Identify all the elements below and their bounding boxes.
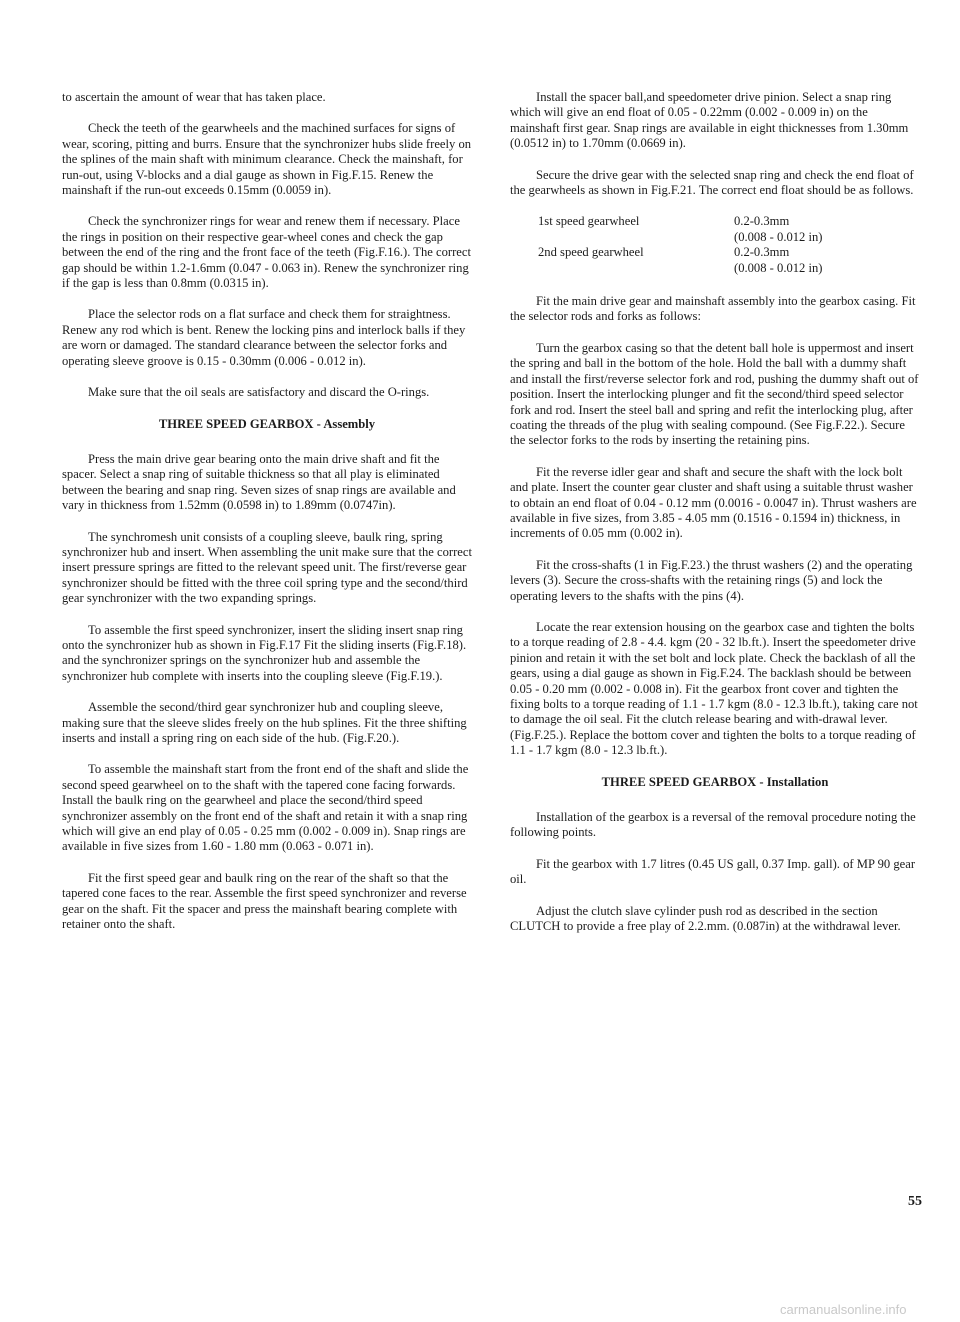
section-heading: THREE SPEED GEARBOX - Installation <box>601 774 829 789</box>
paragraph: Check the synchronizer rings for wear and renew them if necessary. Place the rings in position on their respective gear-wheel cones and check the gap between the end of the ring and the front face of the teeth (Fig.F.16.). The correct gap should be within 1.2-1.6mm (0.047 - 0.063 in). Renew the synchronizer ring if the gap is less than 0.8mm (0.0315 in). <box>62 214 471 291</box>
paragraph: Press the main drive gear bearing onto the main drive shaft and fit the spacer. Select a snap ring of suitable thickness so that all play is eliminated between the bearing and snap ring. Seven sizes of snap rings are available and vary in thickness from 1.52mm (0.0598 in) to 1.89mm (0.0747in). <box>62 451 456 513</box>
paragraph: Fit the reverse idler gear and shaft and secure the shaft with the lock bolt and plate. Insert the counter gear cluster and shaft using a suitable thrust washer to obtain an end float of 0.04 - 0.12 mm (0.0016 - 0.0047 in). Thrust washers are available in five sizes, from 3.85 - 4.05 mm (0.1516 - 0.1594 in) thickness, in increments of 0.05 mm (0.002 in). <box>510 464 917 541</box>
paragraph: Install the spacer ball,and speedometer drive pinion. Select a snap ring which will give an end float of 0.05 - 0.22mm (0.002 - 0.009 in) on the mainshaft first gear. Snap rings are available in eight thicknesses from 1.30mm (0.0512 in) to 1.70mm (0.0669 in). <box>510 90 909 151</box>
paragraph: Adjust the clutch slave cylinder push rod as described in the section CLUTCH to provide a free play of 2.2.mm. (0.087in) at the withdrawal lever. <box>510 903 901 934</box>
spec-value <box>734 214 920 245</box>
spec-value <box>734 245 920 276</box>
section-heading: THREE SPEED GEARBOX - Assembly <box>158 416 376 431</box>
spec-label: 2nd speed gearwheel <box>538 245 644 260</box>
spec-label: 1st speed gearwheel <box>538 214 640 229</box>
paragraph: Locate the rear extension housing on the gearbox case and tighten the bolts to a torque reading of 2.8 - 4.4. kgm (20 - 32 lb.ft.). Insert the speedometer drive pinion and retain it with the set bolt and lock plate. Check the backlash of all the gears, using a dial gauge as shown in Fig.F.24. The backlash should be between 0.05 - 0.20 mm (0.002 - 0.008 in). Fit the gearbox front cover and tighten the fixing bolts to a torque reading of 1.1 - 1.7 kgm (8.0 - 12.3 lb.ft.), taking care not to damage the oil seal. Fit the clutch release bearing and with-drawal lever. (Fig.F.25.). Replace the bottom cover and tighten the bolts to a torque reading of 1.1 - 1.7 kgm (8.0 - 12.3 lb.ft.). <box>510 619 918 758</box>
paragraph: Turn the gearbox casing so that the detent ball hole is uppermost and insert the spring and ball in the bottom of the hole. Hold the ball with a dummy shaft and install the first/reverse selector fork and rod, pushing the dummy shaft out of position. Insert the interlocking plunger and fit the second/third speed selector fork and rod. Insert the steel ball and spring and refit the interlocking plug, after coating the threads of the plug with sealing compound. (See Fig.F.22.). Secure the selector forks to the rods by inserting the retaining pins. <box>510 340 919 448</box>
paragraph: Fit the gearbox with 1.7 litres (0.45 US gall, 0.37 Imp. gall). of MP 90 gear oil. <box>510 856 916 887</box>
right-column <box>510 90 920 950</box>
paragraph: The synchromesh unit consists of a coupling sleeve, baulk ring, spring synchronizer hub and insert. When assembling the unit make sure that the correct insert pressure springs are fitted to the relevant speed unit. The first/reverse gear synchronizer should be fitted with the three coil spring type and the second/third gear synchronizer with the two expanding springs. <box>62 529 472 606</box>
end-float-spec-table <box>538 214 920 276</box>
paragraph: Place the selector rods on a flat surface and check them for straightness. Renew any rod which is bent. Renew the locking pins and interlock balls if they are worn or damaged. The standard clearance between the selector forks and operating sleeve groove is 0.15 - 0.30mm (0.006 - 0.012 in). <box>62 307 466 368</box>
page-number: 55 <box>908 1194 922 1209</box>
paragraph: Make sure that the oil seals are satisfactory and discard the O-rings. <box>88 385 430 400</box>
paragraph: To assemble the mainshaft start from the front end of the shaft and slide the second speed gearwheel on to the shaft with the tapered cone facing forwards. Install the baulk ring on the gearwheel and place the second/third speed synchronizer assembly on the front end of the shaft and retain it with a snap ring which will give an end play of 0.05 - 0.25 mm (0.002 - 0.009 in). Snap rings are available in five sizes from 1.60 - 1.80 mm (0.063 - 0.071 in). <box>62 762 469 854</box>
paragraph: Installation of the gearbox is a reversal of the removal procedure noting the following points. <box>510 810 916 840</box>
left-column <box>62 90 472 948</box>
spec-value-metric: 0.2-0.3mm <box>734 245 790 260</box>
paragraph: Secure the drive gear with the selected snap ring and check the end float of the gearwheels as shown in Fig.F.21. The correct end float should be as follows. <box>510 167 914 198</box>
paragraph: to ascertain the amount of wear that has taken place. <box>62 90 326 104</box>
watermark: carmanualsonline.info <box>780 1302 907 1317</box>
spec-value-imperial: (0.008 - 0.012 in) <box>734 229 823 244</box>
paragraph: Assemble the second/third gear synchronizer hub and coupling sleeve, making sure that the sleeve slides freely on the hub splines. Fit the three shifting inserts and install a spring ring on each side of the hub. (Fig.F.20.). <box>62 700 467 745</box>
paragraph: To assemble the first speed synchronizer, insert the sliding insert snap ring onto the synchronizer hub as shown in Fig.F.17 Fit the sliding inserts (Fig.F.18). and the synchronizer springs on the synchronizer hub and assemble the synchronizer hub complete with inserts into the coupling sleeve (Fig.F.19.). <box>62 622 467 683</box>
paragraph: Fit the main drive gear and mainshaft assembly into the gearbox casing. Fit the selector rods and forks as follows: <box>510 294 916 324</box>
spec-value-metric: 0.2-0.3mm <box>734 214 790 229</box>
spec-value-imperial: (0.008 - 0.012 in) <box>734 260 823 275</box>
paragraph: Fit the cross-shafts (1 in Fig.F.23.) the thrust washers (2) and the operating levers (3). Secure the cross-shafts with the retaining rings (5) and lock the operating levers to the shafts with the pins (4). <box>510 557 913 603</box>
paragraph: Fit the first speed gear and baulk ring on the rear of the shaft so that the tapered cone faces to the rear. Assemble the first speed synchronizer and reverse gear on the shaft. Fit the spacer and press the mainshaft bearing complete with retainer onto the shaft. <box>62 870 467 932</box>
paragraph: Check the teeth of the gearwheels and the machined surfaces for signs of wear, scoring, pitting and burrs. Ensure that the synchronizer hubs slide freely on the splines of the main shaft with minimum clearance. Check the mainshaft, for run-out, using V-blocks and a dial gauge as shown in Fig.F.15. Renew the mainshaft if the run-out exceeds 0.15mm (0.0059 in). <box>62 121 472 198</box>
